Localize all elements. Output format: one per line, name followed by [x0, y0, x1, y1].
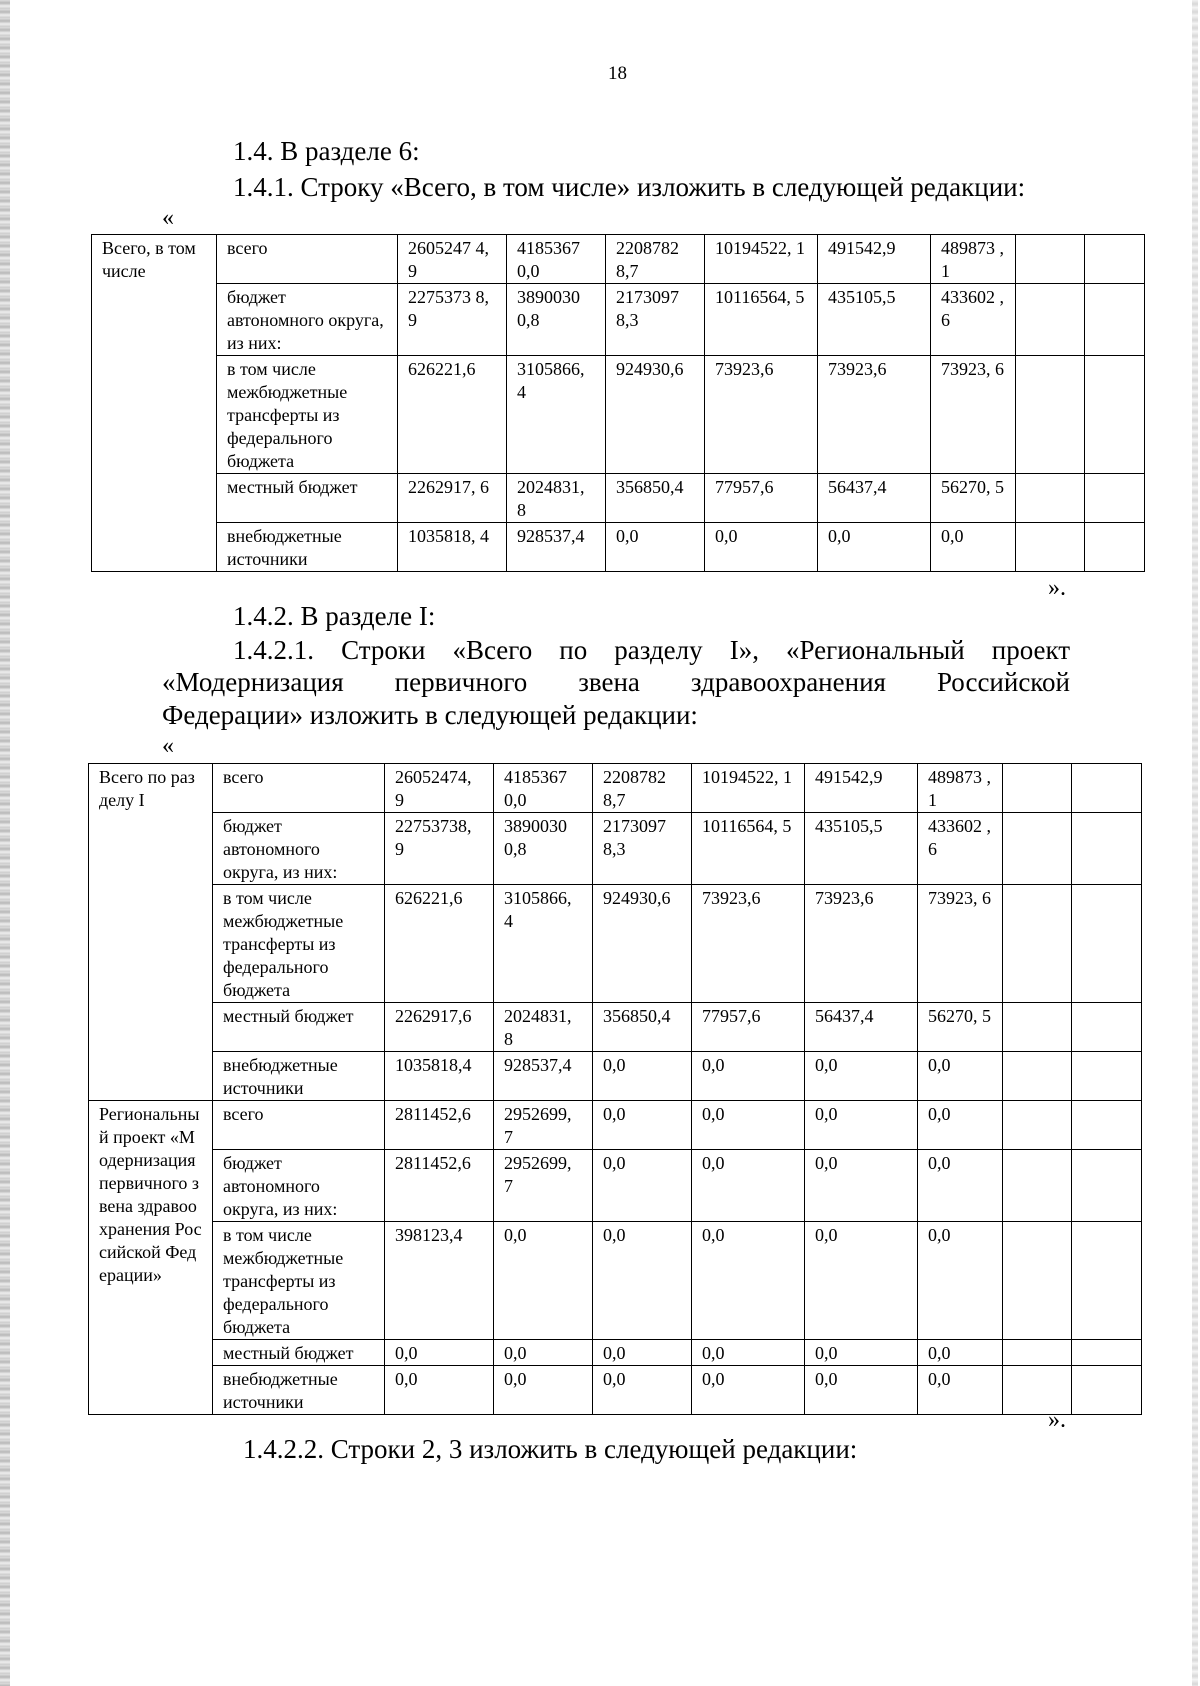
value-cell: 489873 ,1 — [931, 235, 1016, 284]
value-cell: 0,0 — [918, 1101, 1003, 1150]
value-cell: 77957,6 — [692, 1003, 805, 1052]
word: «Региональный — [786, 635, 965, 665]
word: Российской — [936, 667, 1070, 697]
row-label: внебюджетные источники — [217, 523, 398, 572]
row-label: всего — [217, 235, 398, 284]
open-quote-1: « — [162, 205, 174, 231]
value-cell: 0,0 — [593, 1366, 692, 1415]
close-quote-2: ». — [1048, 1407, 1066, 1433]
value-cell — [1003, 813, 1072, 885]
table-row — [89, 1150, 1142, 1222]
value-cell — [1072, 1222, 1142, 1340]
value-cell: 4185367 0,0 — [507, 235, 606, 284]
value-cell: 433602 ,6 — [918, 813, 1003, 885]
open-quote-2: « — [162, 733, 174, 759]
table-row — [89, 1222, 1142, 1340]
value-cell — [1003, 1003, 1072, 1052]
value-cell: 0,0 — [494, 1222, 593, 1340]
value-cell: 433602 ,6 — [931, 284, 1016, 356]
item-1-4-2-1-line3: Федерации» изложить в следующей редакции: — [162, 700, 698, 730]
value-cell — [1072, 1150, 1142, 1222]
value-cell: 73923,6 — [705, 356, 818, 474]
value-cell: 0,0 — [606, 523, 705, 572]
value-cell: 56437,4 — [818, 474, 931, 523]
word: первичного — [394, 667, 528, 697]
value-cell: 1035818,4 — [385, 1052, 494, 1101]
value-cell: 0,0 — [494, 1340, 593, 1366]
value-cell — [1072, 813, 1142, 885]
row-group-label: Региональный проект «Модернизация первичного звена здравоохранения Российской Федерации» — [89, 1101, 213, 1415]
value-cell: 3890030 0,8 — [494, 813, 593, 885]
row-label: всего — [213, 764, 385, 813]
row-label: бюджет автономного округа, из них: — [217, 284, 398, 356]
value-cell: 0,0 — [805, 1340, 918, 1366]
item-1-4-1: 1.4.1. Строку «Всего, в том числе» изложить в следующей редакции: — [233, 172, 1026, 202]
value-cell: 73923, 6 — [918, 885, 1003, 1003]
row-label: внебюджетные источники — [213, 1366, 385, 1415]
value-cell: 0,0 — [593, 1052, 692, 1101]
value-cell: 2811452,6 — [385, 1150, 494, 1222]
table-row — [89, 1340, 1142, 1366]
value-cell: 3105866, 4 — [494, 885, 593, 1003]
word: проект — [991, 635, 1071, 665]
item-1-4-2: 1.4.2. В разделе I: — [233, 601, 436, 631]
word: разделу — [614, 635, 703, 665]
table-row — [92, 523, 1145, 572]
value-cell: 26052474, 9 — [385, 764, 494, 813]
value-cell: 0,0 — [918, 1052, 1003, 1101]
row-label: местный бюджет — [213, 1340, 385, 1366]
scan-edge-left — [0, 0, 10, 1686]
value-cell: 2208782 8,7 — [606, 235, 705, 284]
value-cell: 56437,4 — [805, 1003, 918, 1052]
value-cell — [1072, 764, 1142, 813]
word: «Модернизация — [162, 667, 344, 697]
value-cell: 2173097 8,3 — [606, 284, 705, 356]
value-cell: 0,0 — [692, 1052, 805, 1101]
row-label: местный бюджет — [217, 474, 398, 523]
row-label: бюджет автономного округа, из них: — [213, 1150, 385, 1222]
value-cell: 2262917, 6 — [398, 474, 507, 523]
value-cell: 489873 ,1 — [918, 764, 1003, 813]
value-cell: 0,0 — [593, 1340, 692, 1366]
value-cell — [1016, 523, 1085, 572]
row-label: в том числе межбюджетные трансферты из федерального бюджета — [213, 1222, 385, 1340]
word: по — [559, 635, 588, 665]
value-cell: 924930,6 — [593, 885, 692, 1003]
value-cell: 0,0 — [805, 1366, 918, 1415]
table-section-1-body — [89, 764, 1142, 1415]
value-cell: 435105,5 — [818, 284, 931, 356]
word: I», — [729, 635, 759, 665]
value-cell: 2605247 4,9 — [398, 235, 507, 284]
item-1-4-2-2: 1.4.2.2. Строки 2, 3 изложить в следующей редакции: — [243, 1434, 858, 1464]
value-cell: 2952699, 7 — [494, 1101, 593, 1150]
scan-edge-right — [1192, 0, 1198, 1686]
value-cell: 2811452,6 — [385, 1101, 494, 1150]
word: звена — [578, 667, 640, 697]
value-cell: 0,0 — [931, 523, 1016, 572]
section-heading-1-4: 1.4. В разделе 6: — [233, 136, 420, 166]
word: здравоохранения — [690, 667, 886, 697]
value-cell: 0,0 — [385, 1340, 494, 1366]
table-row — [92, 284, 1145, 356]
value-cell — [1072, 1003, 1142, 1052]
value-cell: 626221,6 — [398, 356, 507, 474]
value-cell: 924930,6 — [606, 356, 705, 474]
value-cell — [1016, 235, 1085, 284]
value-cell: 2952699, 7 — [494, 1150, 593, 1222]
value-cell: 3890030 0,8 — [507, 284, 606, 356]
value-cell: 0,0 — [918, 1366, 1003, 1415]
value-cell — [1085, 356, 1145, 474]
value-cell: 0,0 — [805, 1101, 918, 1150]
value-cell — [1085, 474, 1145, 523]
value-cell: 73923,6 — [818, 356, 931, 474]
value-cell: 73923,6 — [692, 885, 805, 1003]
value-cell: 10194522, 1 — [692, 764, 805, 813]
table-section-1 — [88, 763, 1142, 1415]
value-cell: 4185367 0,0 — [494, 764, 593, 813]
value-cell — [1072, 1366, 1142, 1415]
table-row — [89, 813, 1142, 885]
value-cell: 0,0 — [705, 523, 818, 572]
table-row — [92, 235, 1145, 284]
value-cell: 10194522, 1 — [705, 235, 818, 284]
value-cell — [1072, 885, 1142, 1003]
value-cell: 0,0 — [918, 1340, 1003, 1366]
value-cell: 626221,6 — [385, 885, 494, 1003]
value-cell: 0,0 — [805, 1052, 918, 1101]
value-cell — [1016, 356, 1085, 474]
value-cell: 356850,4 — [593, 1003, 692, 1052]
value-cell: 491542,9 — [805, 764, 918, 813]
row-group-label: Всего по разделу I — [89, 764, 213, 1101]
table-row — [89, 1366, 1142, 1415]
row-label: всего — [213, 1101, 385, 1150]
value-cell: 491542,9 — [818, 235, 931, 284]
value-cell — [1003, 1222, 1072, 1340]
value-cell — [1003, 1340, 1072, 1366]
row-label: в том числе межбюджетные трансферты из федерального бюджета — [213, 885, 385, 1003]
word: 1.4.2.1. — [233, 635, 314, 665]
value-cell — [1072, 1101, 1142, 1150]
value-cell: 0,0 — [593, 1222, 692, 1340]
value-cell: 435105,5 — [805, 813, 918, 885]
value-cell: 398123,4 — [385, 1222, 494, 1340]
value-cell: 0,0 — [692, 1366, 805, 1415]
value-cell: 2208782 8,7 — [593, 764, 692, 813]
value-cell: 0,0 — [918, 1222, 1003, 1340]
row-label: внебюджетные источники — [213, 1052, 385, 1101]
table-row — [89, 885, 1142, 1003]
page-number: 18 — [608, 63, 627, 84]
value-cell — [1085, 284, 1145, 356]
value-cell: 22753738, 9 — [385, 813, 494, 885]
value-cell: 0,0 — [385, 1366, 494, 1415]
row-label: местный бюджет — [213, 1003, 385, 1052]
word: «Всего — [452, 635, 533, 665]
table-row — [89, 1052, 1142, 1101]
value-cell: 0,0 — [593, 1101, 692, 1150]
value-cell: 56270, 5 — [918, 1003, 1003, 1052]
row-group-label: Всего, в том числе — [92, 235, 217, 572]
value-cell: 2173097 8,3 — [593, 813, 692, 885]
value-cell: 1035818, 4 — [398, 523, 507, 572]
value-cell: 0,0 — [494, 1366, 593, 1415]
value-cell: 0,0 — [805, 1150, 918, 1222]
value-cell: 3105866, 4 — [507, 356, 606, 474]
value-cell: 0,0 — [692, 1222, 805, 1340]
table-row — [89, 1003, 1142, 1052]
value-cell: 0,0 — [692, 1101, 805, 1150]
value-cell: 356850,4 — [606, 474, 705, 523]
value-cell: 2275373 8,9 — [398, 284, 507, 356]
value-cell — [1072, 1052, 1142, 1101]
value-cell — [1085, 523, 1145, 572]
table-section-6 — [91, 234, 1145, 572]
value-cell: 2024831, 8 — [494, 1003, 593, 1052]
table-row — [89, 764, 1142, 813]
value-cell: 0,0 — [593, 1150, 692, 1222]
value-cell: 928537,4 — [494, 1052, 593, 1101]
item-1-4-2-1-line2 — [162, 667, 1070, 698]
word: Строки — [341, 635, 426, 665]
value-cell: 2024831, 8 — [507, 474, 606, 523]
value-cell — [1072, 1340, 1142, 1366]
value-cell — [1016, 474, 1085, 523]
row-label: в том числе межбюджетные трансферты из федерального бюджета — [217, 356, 398, 474]
value-cell: 0,0 — [692, 1340, 805, 1366]
value-cell: 0,0 — [918, 1150, 1003, 1222]
close-quote-1: ». — [1048, 575, 1066, 601]
value-cell — [1003, 764, 1072, 813]
table-row — [89, 1101, 1142, 1150]
value-cell — [1003, 1150, 1072, 1222]
value-cell: 2262917,6 — [385, 1003, 494, 1052]
value-cell — [1003, 1052, 1072, 1101]
value-cell: 77957,6 — [705, 474, 818, 523]
value-cell: 73923, 6 — [931, 356, 1016, 474]
value-cell: 0,0 — [692, 1150, 805, 1222]
value-cell — [1003, 1101, 1072, 1150]
value-cell: 928537,4 — [507, 523, 606, 572]
table-row — [92, 474, 1145, 523]
value-cell: 0,0 — [818, 523, 931, 572]
value-cell: 56270, 5 — [931, 474, 1016, 523]
table-section-6-body — [92, 235, 1145, 572]
value-cell: 10116564, 5 — [692, 813, 805, 885]
value-cell — [1085, 235, 1145, 284]
value-cell — [1016, 284, 1085, 356]
item-1-4-2-1-line1 — [233, 635, 1070, 666]
value-cell: 0,0 — [805, 1222, 918, 1340]
value-cell: 10116564, 5 — [705, 284, 818, 356]
value-cell: 73923,6 — [805, 885, 918, 1003]
row-label: бюджет автономного округа, из них: — [213, 813, 385, 885]
value-cell — [1003, 885, 1072, 1003]
table-row — [92, 356, 1145, 474]
